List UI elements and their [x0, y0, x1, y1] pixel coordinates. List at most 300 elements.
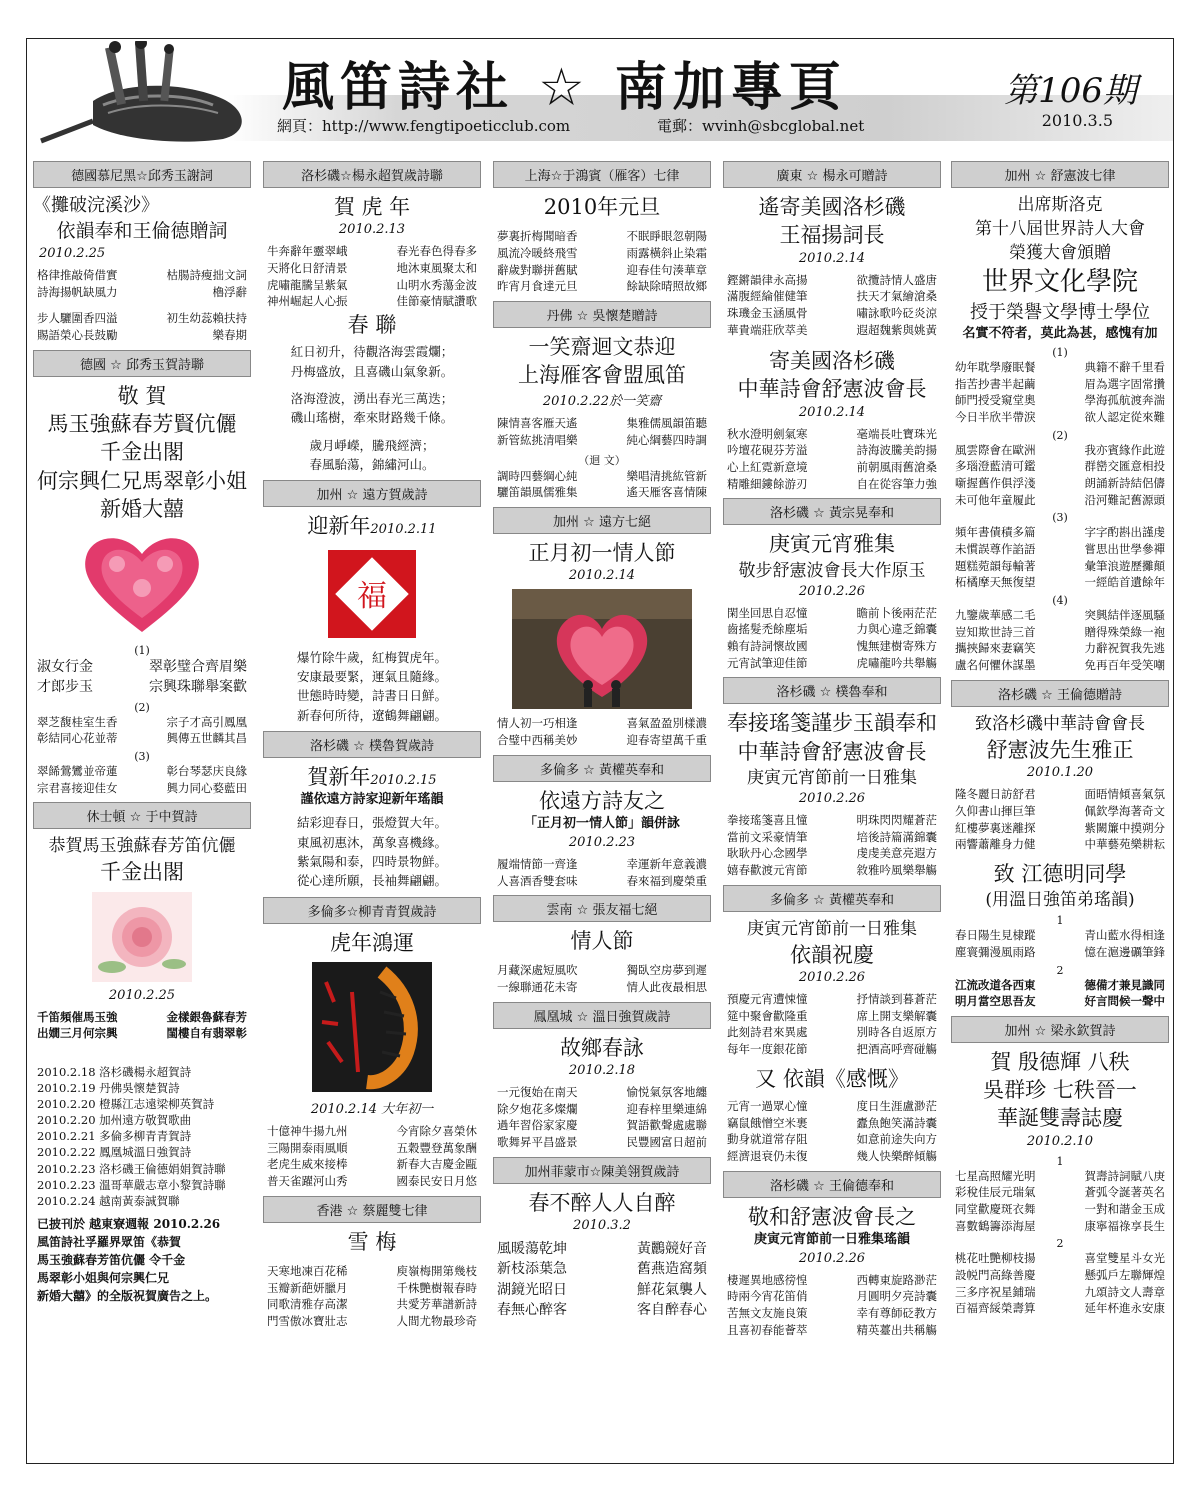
verse-line: [33, 1025, 251, 1042]
verse-half: 迎春佳句湊華章: [626, 262, 707, 277]
column-5: [951, 155, 1169, 1459]
verse-half: 學海孤航渡奔湍: [1084, 393, 1165, 408]
stanza-number: 2: [1056, 1237, 1064, 1251]
verse-line: [723, 288, 941, 305]
poem-date: 2010.2.23: [568, 834, 636, 850]
bagpipe-illustration: [33, 41, 273, 145]
text-line: 馬玉強蘇春芳賢伉儷: [47, 412, 237, 437]
verse-half: 辭歲對聯拼舊賦: [497, 262, 578, 277]
verse-half: 面晤情傾喜氣氛: [1084, 787, 1165, 802]
verse-half: 攜挾歸來妻竊笑: [955, 641, 1036, 656]
text-line: 東風初惠沐，萬象喜機緣。: [296, 834, 447, 850]
verse-half: 心上紅霓新意境: [727, 460, 808, 475]
giant-heart-photo: [512, 589, 692, 709]
verse-half: 青山藍水得相逢: [1084, 928, 1165, 943]
text-line: 馬翠彰小姐與何宗興仁兄: [37, 1270, 170, 1285]
text-line: 吳群珍 七秩晉一: [983, 1078, 1137, 1103]
verse-half: 康寧福祿享長生: [1084, 1218, 1165, 1233]
verse-half: 百福齊綏榮壽算: [955, 1301, 1036, 1316]
poem-title: 千金出閣: [100, 860, 184, 885]
text-line: 王福揚詞長: [779, 223, 885, 248]
section-bar: 多倫多☆柳青青賀歲詩: [263, 897, 481, 924]
text-line: 世態時時變，詩書日日鮮。: [296, 688, 447, 704]
text-line: 榮獲大會頒贈: [1009, 243, 1111, 264]
verse-line: [33, 730, 251, 747]
verse-half: 舊燕造窩頻: [637, 1261, 707, 1278]
text-line: 2010.2.19 丹佛吳懷楚賀詩: [37, 1081, 180, 1096]
verse-line: [493, 1134, 711, 1151]
section-bar: 多倫多 ☆ 黃權英奉和: [723, 885, 941, 912]
section-bar: 洛杉磯 ☆ 王倫德奉和: [723, 1171, 941, 1198]
verse-half: 我亦賓緣作此遊: [1084, 442, 1165, 457]
verse-half: 閑坐回思自忍憧: [727, 605, 808, 620]
section-bar: 雲南 ☆ 張友福七絕: [493, 895, 711, 922]
verse-half: 培後詩篇滿錦囊: [856, 829, 937, 844]
verse-half: 蠹魚飽笑滿詩囊: [856, 1115, 937, 1130]
verse-half: 西轉東旋路渺茫: [856, 1272, 937, 1287]
verse-half: 春日陽生見棣蹤: [955, 928, 1036, 943]
verse-half: 月圓明夕亮詩囊: [856, 1289, 937, 1304]
verse-half: 民豐國富日超前: [626, 1135, 707, 1150]
poem-title: 春不醉人人自醉: [528, 1190, 676, 1215]
verse-half: 兩響蕭離身力健: [955, 837, 1036, 852]
poem-title: 正月初一情人節: [528, 541, 676, 566]
verse-half: 集雅儒風韻笛聽: [626, 416, 707, 431]
poem-body: [263, 243, 481, 310]
verse-half: 未慣誤尊作諂語: [955, 542, 1036, 557]
verse-half: 天將化日舒清景: [267, 260, 348, 275]
stanza-number: (1): [134, 644, 150, 658]
verse-half: 瞻前卜後兩茫茫: [856, 605, 937, 620]
verse-half: 宗君喜接迎佳女: [37, 780, 118, 795]
verse-line: [493, 245, 711, 262]
verse-half: 獨臥空房夢到遲: [626, 963, 707, 978]
verse-half: 驪笛韻風儒雅集: [497, 485, 578, 500]
verse-half: 一經皓首遺餘年: [1084, 575, 1165, 590]
poem-date: 2010.2.14: [798, 250, 866, 266]
verse-half: 閨樓自有翡翠彰: [166, 1026, 247, 1041]
verse-line: [493, 484, 711, 501]
verse-half: 幾人快樂醉傾觴: [856, 1148, 937, 1163]
text-line: 結彩迎春日，張燈賀大年。: [296, 815, 447, 831]
verse-line: [951, 640, 1169, 657]
verse-line: [33, 763, 251, 780]
text-line: [263, 428, 481, 436]
text-line: 2010.2.20 加州遠方敬賀歌曲: [37, 1113, 192, 1128]
verse-half: 昨宵月食達元旦: [497, 279, 578, 294]
verse-half: 度日生涯盧渺茫: [856, 1098, 937, 1113]
verse-half: 山明水秀蕩金波: [396, 277, 477, 292]
poem-subtitle: 謹依遠方詩家迎新年瑤韻: [300, 792, 444, 808]
poem-date: 2010.2.26: [798, 583, 866, 599]
newspaper-page: [26, 38, 1174, 1464]
poem-title-block: [951, 1049, 1169, 1132]
poem-title-block: [723, 194, 941, 249]
text-line: 2010.2.24 越南黃泰誠賀聯: [37, 1193, 180, 1208]
verse-half: 喜堂雙星斗女光: [1084, 1251, 1165, 1266]
verse-half: 群巒交匯意相投: [1084, 459, 1165, 474]
verse-line: [263, 293, 481, 310]
verse-line: [263, 1140, 481, 1157]
verse-half: 如意前途失向方: [856, 1132, 937, 1147]
poem-body: [951, 1168, 1169, 1235]
verse-half: 彙筆浪遊歷攤顛: [1084, 558, 1165, 573]
verse-half: 情人此夜最相思: [626, 980, 707, 995]
verse-line: [493, 278, 711, 295]
verse-half: 延年杯進永安康: [1084, 1301, 1165, 1316]
poem-subtitle: 「正月初一情人節」韻併詠: [523, 815, 680, 831]
poem-date: 2010.2.22於一笑齋: [542, 394, 662, 410]
verse-line: [493, 432, 711, 449]
poem-body: [263, 1123, 481, 1190]
poem-body: [951, 1250, 1169, 1317]
poem-title: 庚寅元宵節前一日雅集: [747, 918, 917, 939]
poem-title: 授于榮譽文學博士學位: [970, 301, 1150, 323]
verse-line: [951, 927, 1169, 944]
text-line: 已披刊於 越東寮週報 2010.2.26: [37, 1216, 221, 1231]
verse-half: 門雪傲冰寶壯志: [267, 1314, 348, 1329]
poem-subtitle: 名實不符者，莫此為甚，感愧有加: [962, 326, 1158, 342]
verse-half: 人喜酒香雙套味: [497, 873, 578, 888]
poem-title: 春 聯: [347, 312, 397, 337]
poem-date: 2010.2.15: [370, 773, 437, 789]
verse-half: 千笛頻催馬玉強: [37, 1009, 118, 1024]
section-bar: 加州 ☆ 梁永欽賀詩: [951, 1016, 1169, 1043]
section-bar: 加州菲蒙市☆陳美翎賀歲詩: [493, 1157, 711, 1184]
poem-date: 2010.2.26: [798, 791, 866, 806]
verse-line: [951, 1168, 1169, 1185]
verse-half: 人間尤物最珍奇: [396, 1314, 477, 1329]
verse-half: 湖鏡光昭日: [497, 1281, 567, 1298]
poem-body: [951, 607, 1169, 674]
text-line: 出席斯洛克: [1017, 195, 1103, 215]
verse-line: [723, 1272, 941, 1289]
text-line: 上海雁客會盟風笛: [518, 363, 686, 388]
fu-character-image: [324, 546, 420, 642]
stanza-number: (2): [1052, 428, 1068, 442]
verse-line: [493, 1259, 711, 1279]
poem-body: [723, 812, 941, 879]
verse-line: [493, 1239, 711, 1259]
verse-half: 歌舞昇平昌盛景: [497, 1135, 578, 1150]
pink-rose-image: [92, 892, 192, 982]
text-line: 敬 賀: [117, 383, 167, 408]
text-line: 磯山瑤樹，牽來財路幾千條。: [290, 410, 454, 426]
verse-line: [723, 1024, 941, 1041]
verse-line: [493, 1117, 711, 1134]
poem-title: 致 江德明同學: [993, 861, 1127, 886]
text-line: 歲月崢嶸，騰飛經濟；: [309, 437, 435, 453]
poem-title: 賀 虎 年: [333, 195, 411, 219]
verse-half: 樂春期: [212, 328, 247, 343]
verse-line: [951, 524, 1169, 541]
verse-half: 櫓浮辭: [212, 284, 247, 299]
stanza-number: (3): [1052, 511, 1068, 525]
section-bar: 洛杉磯☆楊永超賀歲詩聯: [263, 161, 481, 188]
verse-half: 黃鸝競好音: [637, 1240, 707, 1257]
verse-half: 新春大吉慶金甌: [396, 1157, 477, 1172]
verse-half: 贈得殊榮綠一袍: [1084, 624, 1165, 639]
verse-line: [951, 993, 1169, 1010]
verse-half: 當前文采豪情筆: [727, 829, 808, 844]
verse-half: 玉瓣新葩妍臘月: [267, 1280, 348, 1295]
couplet: [33, 714, 251, 747]
verse-half: 樂唱清挑紘管新: [626, 468, 707, 483]
text-line: 中華詩會舒憲波會長: [737, 739, 927, 764]
verse-line: [493, 979, 711, 996]
poem-body: [723, 991, 941, 1058]
verse-half: 三陽開泰雨風順: [267, 1140, 348, 1155]
verse-half: 齒搖髮禿餘塵垢: [727, 622, 808, 637]
verse-half: 免再百年受笑嘲: [1084, 658, 1165, 673]
verse-half: 客自醉春心: [637, 1301, 707, 1318]
verse-half: 塵寰彌漫風雨路: [955, 944, 1036, 959]
verse-half: 詩海波騰美韵揚: [856, 443, 937, 458]
poem-date: 2010.2.25: [108, 987, 176, 1003]
text-line: 新婚大囍》的全版祝賀廣告之上。: [37, 1288, 218, 1303]
poem-body: [723, 605, 941, 672]
verse-half: 幸有尊師砭教方: [856, 1306, 937, 1321]
page-title: 風笛詩社 ☆ 南加專頁: [282, 58, 847, 118]
poem-title: 世界文化學院: [981, 267, 1138, 298]
text-line: 奉接瑤箋謹步玉韻奉和: [727, 711, 937, 736]
poem-title: 虎年鴻運: [330, 930, 414, 955]
verse-line: [951, 359, 1169, 376]
section-bar: 洛杉磯 ☆ 樸魯賀歲詩: [263, 731, 481, 758]
verse-line: [951, 1218, 1169, 1235]
section-bar: 洛杉磯 ☆ 王倫德贈詩: [951, 680, 1169, 707]
verse-half: 久仰書山揮巨筆: [955, 803, 1036, 818]
verse-line: [951, 392, 1169, 409]
verse-line: [951, 657, 1169, 674]
poem-date: 2010.2.26: [798, 1250, 866, 1266]
verse-half: 江流改道各西東: [955, 977, 1036, 992]
verse-half: 時兩今宵花笛俏: [727, 1289, 808, 1304]
verse-line: [723, 1148, 941, 1165]
verse-half: 席上開支樂解囊: [856, 1008, 937, 1023]
verse-half: 賴有詩詞懷故國: [727, 639, 808, 654]
spring-couplets: [263, 342, 481, 474]
verse-line: [951, 607, 1169, 624]
verse-line: [951, 944, 1169, 961]
verse-line: [951, 803, 1169, 820]
verse-line: [951, 458, 1169, 475]
verse-line: [33, 1009, 251, 1026]
verse-line: [493, 962, 711, 979]
verse-half: 賜語榮心長鼓勵: [37, 328, 118, 343]
verse-half: 元宵一過眾心憧: [727, 1098, 808, 1113]
poem-body: [263, 648, 481, 726]
verse-line: [723, 605, 941, 622]
poem-body: [723, 1098, 941, 1165]
poem-body: [493, 715, 711, 748]
verse-half: 題糕菀韻每輸著: [955, 558, 1036, 573]
verse-line: [33, 657, 251, 677]
verse-half: 神州崛起人心振: [267, 294, 348, 309]
verse-half: 秋水澄明劍氣寒: [727, 426, 808, 441]
text-line: 遙寄美國洛杉磯: [758, 195, 906, 219]
verse-half: 同堂歡慶斑衣舞: [955, 1201, 1036, 1216]
website-link[interactable]: 網頁：http://www.fengtipoeticclub.com: [277, 117, 571, 135]
verse-half: 滿腹經綸催健筆: [727, 289, 808, 304]
verse-line: [723, 1305, 941, 1322]
verse-half: 欲人認定從來難: [1084, 410, 1165, 425]
verse-line: [951, 541, 1169, 558]
issue-date: 2010.3.5: [1041, 111, 1113, 130]
verse-line: [493, 228, 711, 245]
verse-half: 華貴端莊欣萃美: [727, 322, 808, 337]
verse-half: 明珠閃閃耀蒼茫: [856, 813, 937, 827]
verse-line: [493, 1101, 711, 1118]
verse-half: 今宵除夕喜榮休: [396, 1124, 477, 1139]
poem-date: 2010.2.18: [568, 1063, 636, 1079]
greetings-list: [33, 1064, 251, 1209]
verse-line: [951, 977, 1169, 994]
text-line: 2010.2.20 橙縣江志遠梁柳英賀詩: [37, 1097, 215, 1112]
verse-half: 噺握舊作俱浮淺: [955, 476, 1036, 491]
poem-body: [951, 442, 1169, 509]
poem-title: 賀新年: [307, 765, 371, 790]
stanza-number: (4): [1052, 594, 1068, 608]
verse-half: 沿河難記舊源頭: [1084, 492, 1165, 507]
text-line: 2010.2.23 溫哥華嚴志章小黎賀詩聯: [37, 1177, 226, 1192]
verse-half: 棲遲異地感徬惶: [727, 1272, 808, 1287]
verse-half: 才郎步玉: [37, 679, 93, 696]
verse-half: 筵中聚會歡隆重: [727, 1008, 808, 1023]
verse-half: 別時各自返原方: [856, 1025, 937, 1040]
verse-half: 懸弧戶左聯輝煌: [1084, 1267, 1165, 1282]
text-line: 2010.2.21 多倫多柳青青賀詩: [37, 1129, 192, 1144]
poem-date: 2010.2.14: [798, 404, 866, 420]
poem-body: [33, 267, 251, 344]
section-bar: 休士頓 ☆ 于中賀詩: [33, 802, 251, 829]
text-line: 丹梅盛放，且喜磯山氣象新。: [290, 363, 454, 379]
verse-half: 合璧中西稱美妙: [497, 733, 578, 748]
verse-half: 遐超魏紫與姚黃: [856, 322, 937, 337]
section-bar: 鳳凰城 ☆ 溫日強賀歲詩: [493, 1002, 711, 1029]
verse-line: [723, 1098, 941, 1115]
verse-half: 經濟退衰仍未復: [727, 1148, 808, 1163]
verse-line: [263, 1296, 481, 1313]
text-line: 賀 殷德輝 八秩: [990, 1049, 1130, 1074]
column-3: [493, 155, 711, 1459]
stanza-number: (3): [134, 749, 150, 763]
verse-half: 珠璣金玉涵風骨: [727, 305, 808, 320]
verse-half: 愧無建樹寄殊方: [856, 639, 937, 654]
column-1: [33, 155, 251, 1459]
text-line: 紫氣陽和泰，四時景物鮮。: [296, 854, 447, 870]
verse-half: 力與心違乏錦囊: [856, 622, 937, 637]
verse-half: 彰台琴瑟庆良緣: [166, 763, 247, 778]
verse-line: [951, 820, 1169, 837]
verse-half: 好言問候一聲中: [1084, 994, 1165, 1009]
verse-half: 今日半欣半帶淚: [955, 410, 1036, 425]
verse-half: 翠彰璧合齊眉樂: [149, 659, 247, 676]
verse-line: [951, 1201, 1169, 1218]
verse-half: 未可他年童履此: [955, 492, 1036, 507]
email-link[interactable]: 電郵：wvinh@sbcglobal.net: [657, 117, 865, 135]
text-line: 新婚大囍: [100, 496, 184, 521]
verse-line: [493, 1300, 711, 1320]
verse-line: [951, 1267, 1169, 1284]
poem-title: 又 依韻《感慨》: [755, 1066, 909, 1091]
poem-body: [493, 415, 711, 448]
verse-half: 且喜初春能薈萃: [727, 1322, 808, 1337]
verse-line: [263, 243, 481, 260]
verse-half: 國泰民安日月悠: [396, 1174, 477, 1189]
column-2: [263, 155, 481, 1459]
verse-line: [723, 322, 941, 339]
verse-half: 春光春色得春多: [396, 244, 477, 259]
verse-line: [493, 415, 711, 432]
verse-line: [263, 260, 481, 277]
poem-body: [493, 1084, 711, 1151]
verse-line: [33, 780, 251, 797]
poem-title: 恭賀馬玉強蘇春芳笛伉儷: [48, 836, 236, 857]
verse-half: 每年一度銀花節: [727, 1042, 808, 1057]
poem-date: 2010.1.20: [1026, 765, 1094, 781]
verse-line: [33, 284, 251, 301]
verse-half: 蒼弧令誕著英名: [1084, 1185, 1165, 1200]
verse-half: 力辭祝賀我先逃: [1084, 641, 1165, 656]
verse-half: 設帨門高綠善慶: [955, 1267, 1036, 1282]
verse-half: 宗子才高引鳳凰: [166, 714, 247, 729]
verse-half: 幼年耽學廢眠餐: [955, 360, 1036, 375]
verse-half: 精雕細鏤餘游刃: [727, 476, 808, 491]
verse-half: 新管紘挑清唱樂: [497, 433, 578, 448]
verse-line: [723, 845, 941, 862]
verse-line: [493, 468, 711, 485]
verse-half: 地沐東風聚太和: [396, 260, 477, 275]
verse-half: 佩欽學海著奇文: [1084, 803, 1165, 818]
verse-half: 遙天雁客喜情陳: [626, 485, 707, 500]
poem-date: 2010.2.10: [1026, 1133, 1094, 1149]
section-bar: 加州 ☆ 遠方七絕: [493, 507, 711, 534]
verse-half: 指苦抄書半起繭: [955, 376, 1036, 391]
verse-line: [33, 300, 251, 310]
verse-line: [33, 310, 251, 327]
verse-half: 虎嘯龍騰呈紫氣: [267, 277, 348, 292]
verse-line: [263, 1280, 481, 1297]
section-bar: 多倫多 ☆ 黃權英奉和: [493, 755, 711, 782]
verse-half: 共愛芳華譜新詩: [396, 1297, 477, 1312]
poem-title: 舒憲波先生雅正: [986, 737, 1134, 762]
verse-half: 明月當空思吾友: [955, 994, 1036, 1009]
verse-half: 眉為選字固常攢: [1084, 376, 1165, 391]
verse-half: 五穀豐登萬象酬: [396, 1140, 477, 1155]
verse-line: [723, 272, 941, 289]
poem-title: 《攤破浣溪沙》: [33, 195, 159, 216]
verse-half: 天寒地凍百花稀: [267, 1264, 348, 1279]
verse-line: [951, 409, 1169, 426]
text-line: 新春何所待，遼鶴舞翩翩。: [296, 707, 447, 723]
poem-body: [951, 524, 1169, 591]
text-line: 華誕雙壽誌慶: [997, 1106, 1123, 1131]
section-bar: 廣東 ☆ 楊永可贈詩: [723, 161, 941, 188]
poem-title: 故鄉春詠: [560, 1035, 644, 1060]
poem-title-block: [723, 710, 941, 765]
verse-half: 鮮花氣襲人: [637, 1281, 707, 1298]
verse-half: 月藏深處短風吹: [497, 963, 578, 978]
poem-body: [951, 786, 1169, 853]
verse-line: [951, 442, 1169, 459]
text-line: 千金出閣: [100, 440, 184, 465]
verse-half: 此刻詩君來異處: [727, 1025, 808, 1040]
verse-half: 賀壽詩詞賦八庚: [1084, 1168, 1165, 1183]
verse-half: 風流冷暖終飛雪: [497, 245, 578, 260]
verse-half: 同歌清雅存高潔: [267, 1297, 348, 1312]
poem-title: 依韻祝慶: [790, 942, 874, 967]
